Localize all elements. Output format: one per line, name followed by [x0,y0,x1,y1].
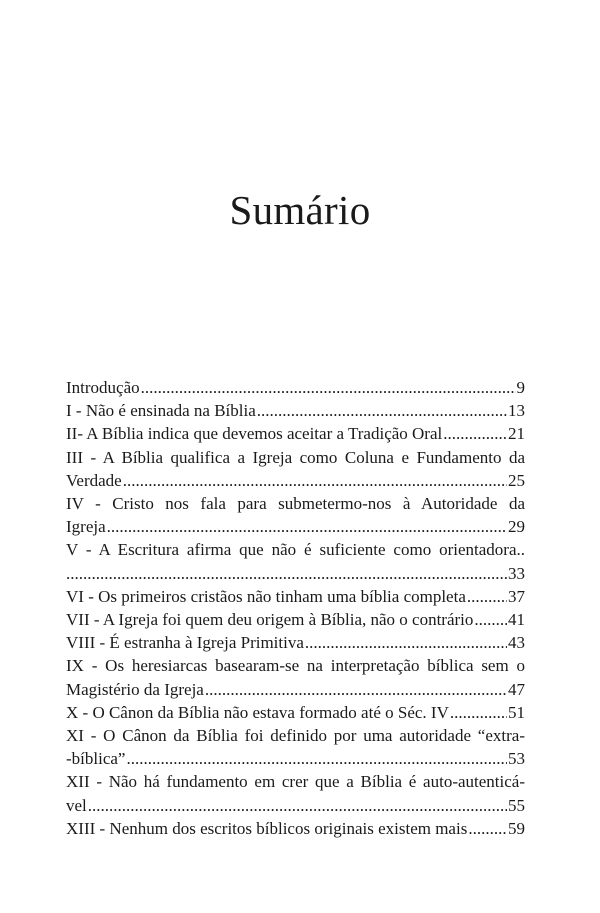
toc-entry-label: XIII - Nenhum dos escritos bíblicos originais existem mais [66,818,468,838]
dot-leader [257,399,507,422]
toc-page-number: 37 [508,586,525,606]
toc-entry-chapter-8[interactable] [66,631,525,654]
dot-leader [141,376,516,399]
toc-entry-label: -bíblica” [66,749,126,769]
toc-entry-label: II- A Bíblia indica que devemos aceitar a Tradição Oral [66,424,443,444]
toc-entry-label: Igreja [66,517,106,537]
toc-entry-label: vel [66,795,87,815]
toc-entry-chapter-2[interactable] [66,422,525,445]
dot-leader [467,585,507,608]
toc-page-number: 47 [508,679,525,699]
toc-page-number: 21 [508,424,525,444]
toc-entry-label-line1: V - A Escritura afirma que não é suficiente como orientadora.. [66,540,525,560]
toc-page-number: 13 [508,401,525,421]
toc-page-number: 33 [508,563,525,583]
toc-entry-chapter-10[interactable] [66,701,525,724]
dot-leader [450,701,507,724]
toc-entry-chapter-6[interactable] [66,585,525,608]
toc-entry-label: VIII - É estranha à Igreja Primitiva [66,633,304,653]
toc-entry-label-line1: IV - Cristo nos fala para submetermo-nos à Autoridade da [66,494,525,514]
dot-leader [66,562,507,585]
toc-entry-chapter-9[interactable] [66,654,525,700]
toc-entry-label-line1: IX - Os heresiarcas basearam-se na interpretação bíblica sem o [66,656,525,676]
dot-leader [205,678,507,701]
toc-page-number: 29 [508,517,525,537]
toc-entry-introducao[interactable] [66,376,525,399]
toc-entry-label: VII - A Igreja foi quem deu origem à Bíblia, não o contrário [66,610,474,630]
toc-entry-chapter-3[interactable] [66,446,525,492]
toc-page-number: 43 [508,633,525,653]
table-of-contents [66,376,525,840]
toc-entry-label: VI - Os primeiros cristãos não tinham uma bíblia completa [66,586,466,606]
toc-entry-chapter-5[interactable] [66,538,525,584]
dot-leader [305,631,507,654]
toc-page-number: 59 [508,818,525,838]
toc-entry-label: Magistério da Igreja [66,679,204,699]
toc-page-number: 51 [508,702,525,722]
dot-leader [474,608,507,631]
dot-leader [443,422,507,445]
toc-entry-chapter-4[interactable] [66,492,525,538]
toc-page-number: 55 [508,795,525,815]
dot-leader [88,794,507,817]
toc-entry-chapter-13[interactable] [66,817,525,840]
toc-entry-label: Verdade [66,470,122,490]
toc-entry-chapter-1[interactable] [66,399,525,422]
dot-leader [107,515,507,538]
toc-entry-chapter-11[interactable] [66,724,525,770]
toc-page-number: 9 [516,378,525,397]
toc-page-number: 25 [508,470,525,490]
toc-entry-label-line1: XII - Não há fundamento em crer que a Bíblia é auto-autenticá- [66,772,525,792]
dot-leader [126,747,507,770]
dot-leader [468,817,507,840]
toc-page-number: 41 [508,610,525,630]
toc-entry-chapter-12[interactable] [66,770,525,816]
toc-entry-label: I - Não é ensinada na Bíblia [66,401,256,421]
toc-entry-chapter-7[interactable] [66,608,525,631]
dot-leader [123,469,507,492]
toc-entry-label: Introdução [66,378,140,397]
toc-entry-label-line1: III - A Bíblia qualifica a Igreja como Coluna e Fundamento da [66,447,525,467]
toc-entry-label: X - O Cânon da Bíblia não estava formado até o Séc. IV [66,702,449,722]
toc-entry-label-line1: XI - O Cânon da Bíblia foi definido por uma autoridade “extra- [66,726,525,746]
toc-page-number: 53 [508,749,525,769]
page-title: Sumário [229,187,371,233]
